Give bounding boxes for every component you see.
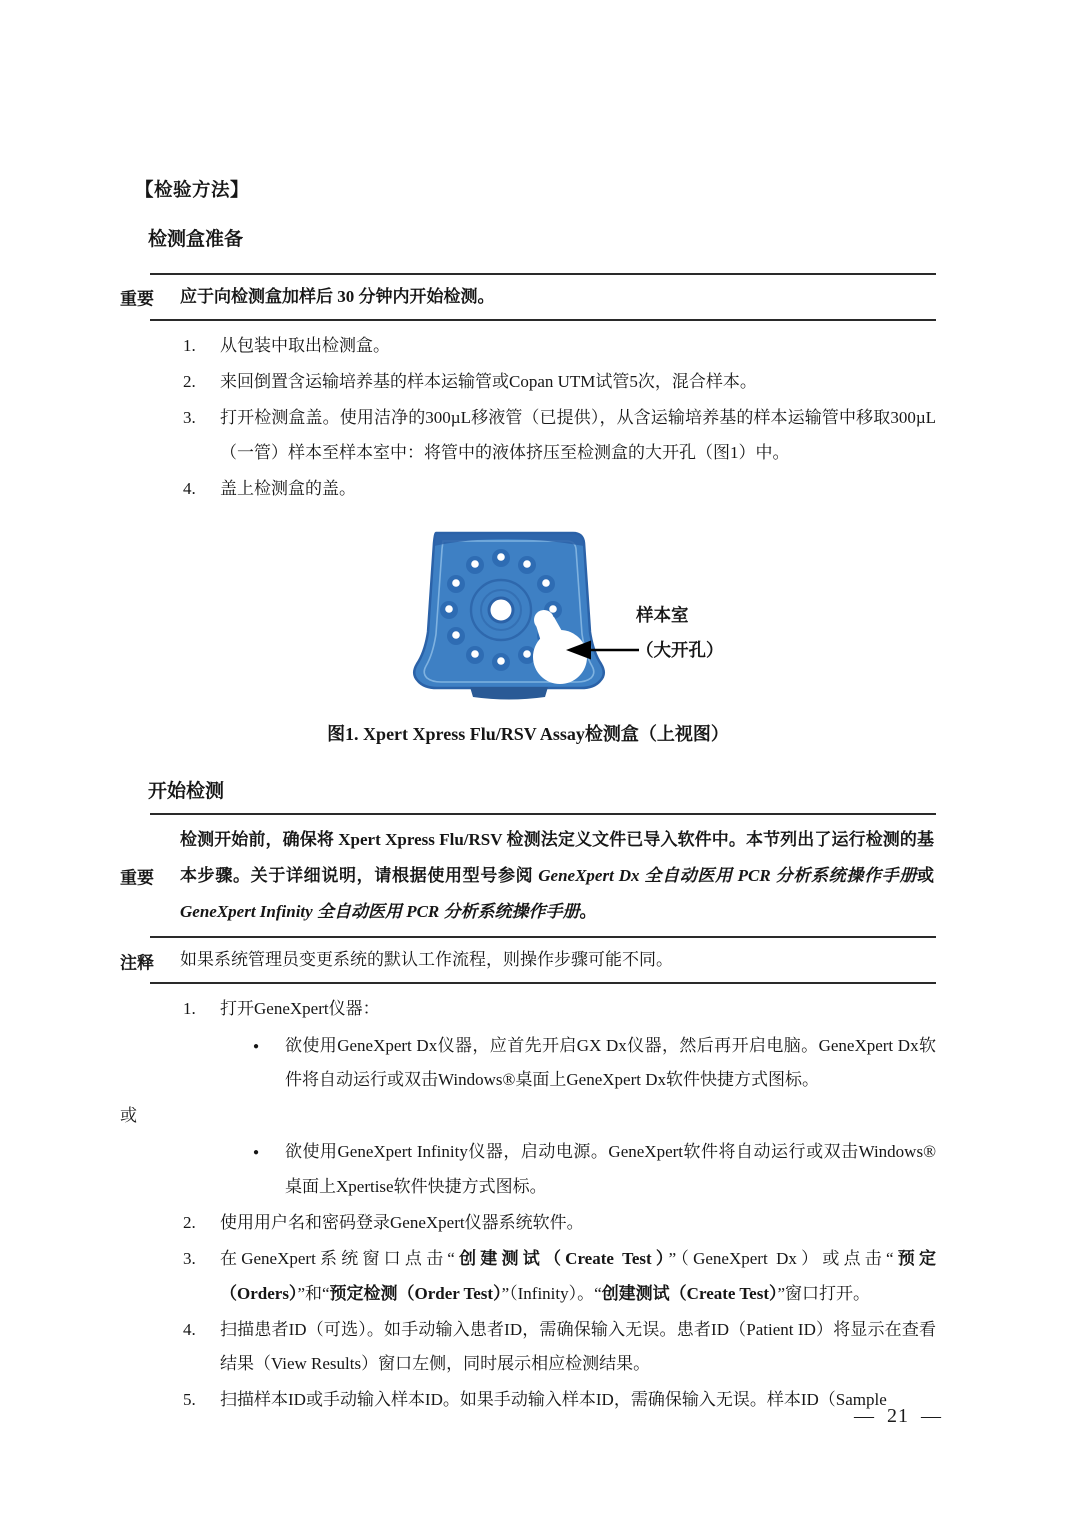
step-number: 1. (183, 999, 196, 1019)
step-item (183, 1313, 936, 1382)
cartridge-illustration (394, 520, 626, 714)
step-text: 扫描样本ID或手动输入样本ID。如果手动输入样本ID，需确保输入无误。样本ID（Sample (220, 1390, 887, 1410)
sample-chamber-label-line1: 样本室 (636, 605, 689, 626)
start-section-title: 开始检测 (148, 781, 225, 803)
step-number: 1. (183, 335, 196, 355)
bullet-icon: ● (253, 1040, 260, 1052)
arrow-icon (566, 638, 640, 662)
bullet-item (253, 1029, 936, 1098)
or-label: 或 (120, 1106, 137, 1126)
step-item (183, 365, 936, 399)
step-text: 打开GeneXpert仪器： (220, 999, 380, 1019)
page-content (120, 176, 936, 1420)
bullet-icon: ● (253, 1147, 260, 1159)
step-text: 来回倒置含运输培养基的样本运输管或Copan UTM试管5次，混合样本。 (220, 372, 757, 392)
step-item (183, 1383, 936, 1417)
cartridge-bottom-tab (470, 687, 548, 700)
sample-chamber-callout (636, 598, 724, 666)
prep-section-title: 检测盒准备 (148, 229, 244, 250)
important-text: 检测开始前，确保将 Xpert Xpress Flu/RSV 检测法定义文件已导入软件中。本节列出了运行检测的基本步骤。关于详细说明，请根据使用型号参阅 GeneXpert Dx 全自动医用 PCR 分析系统操作手册或 GeneXpert Infinity 全自动医用 PCR 分析系统操作手册。 (150, 813, 936, 938)
page-number: — 21 — (854, 1405, 942, 1427)
step-item (183, 1206, 936, 1240)
step-text: 扫描患者ID（可选）。如手动输入患者ID，需确保输入无误。患者ID（Patient ID）将显示在查看结果（View Results）窗口左侧，同时展示相应检测结果。 (220, 1319, 936, 1374)
step-number: 5. (183, 1390, 196, 1410)
step-item (183, 401, 936, 470)
prep-steps (120, 329, 936, 507)
important-label: 重要 (120, 289, 154, 309)
step-text: 打开检测盒盖。使用洁净的300µL移液管（已提供），从含运输培养基的样本运输管中移取300µL（一管）样本至样本室中：将管中的液体挤压至检测盒的大开孔（图1）中。 (220, 408, 936, 462)
step-number: 3. (183, 408, 196, 428)
important-callout-start (120, 813, 936, 938)
step-text: 盖上检测盒的盖。 (220, 479, 356, 499)
center-hole (489, 598, 513, 622)
step-text: 使用用户名和密码登录GeneXpert仪器系统软件。 (220, 1212, 584, 1232)
note-text: 如果系统管理员变更系统的默认工作流程，则操作步骤可能不同。 (150, 938, 936, 984)
cartridge-figure (120, 520, 936, 714)
step-number: 3. (183, 1249, 196, 1269)
sample-chamber-label-line2: （大开孔） (636, 639, 724, 660)
important-text: 应于向检测盒加样后 30 分钟内开始检测。 (150, 273, 936, 321)
important-label: 重要 (120, 868, 154, 888)
note-label: 注释 (120, 953, 154, 973)
important-callout-prep (120, 273, 936, 321)
step-item (183, 1242, 936, 1311)
bullet-item (253, 1135, 936, 1204)
method-header: 【检验方法】 (135, 181, 250, 201)
bullet-text: 欲使用GeneXpert Dx仪器，应首先开启GX Dx仪器，然后再开启电脑。GeneXpert Dx软件将自动运行或双击Windows®桌面上GeneXpert Dx软件快捷方式图标。 (285, 1035, 936, 1089)
note-callout (120, 938, 936, 984)
step-number: 4. (183, 1319, 196, 1339)
step-item (183, 472, 936, 506)
start-steps (120, 992, 936, 1418)
step-text: 在GeneXpert系统窗口点击“创建测试（Create Test）”（GeneXpert Dx）或点击“预定（Orders）”和“预定检测（Order Test）”（Infinity）。“创建测试（Create Test）”窗口打开。 (220, 1249, 936, 1303)
bullet-text: 欲使用GeneXpert Infinity仪器，启动电源。GeneXpert软件将自动运行或双击Windows®桌面上Xpertise软件快捷方式图标。 (285, 1142, 936, 1196)
figure-caption: 图1. Xpert Xpress Flu/RSV Assay检测盒（上视图） (327, 724, 729, 745)
step-number: 4. (183, 479, 196, 499)
step-text: 从包装中取出检测盒。 (220, 335, 390, 355)
step-number: 2. (183, 372, 196, 392)
step-item (183, 992, 936, 1026)
step-item (183, 329, 936, 363)
step-number: 2. (183, 1212, 196, 1232)
